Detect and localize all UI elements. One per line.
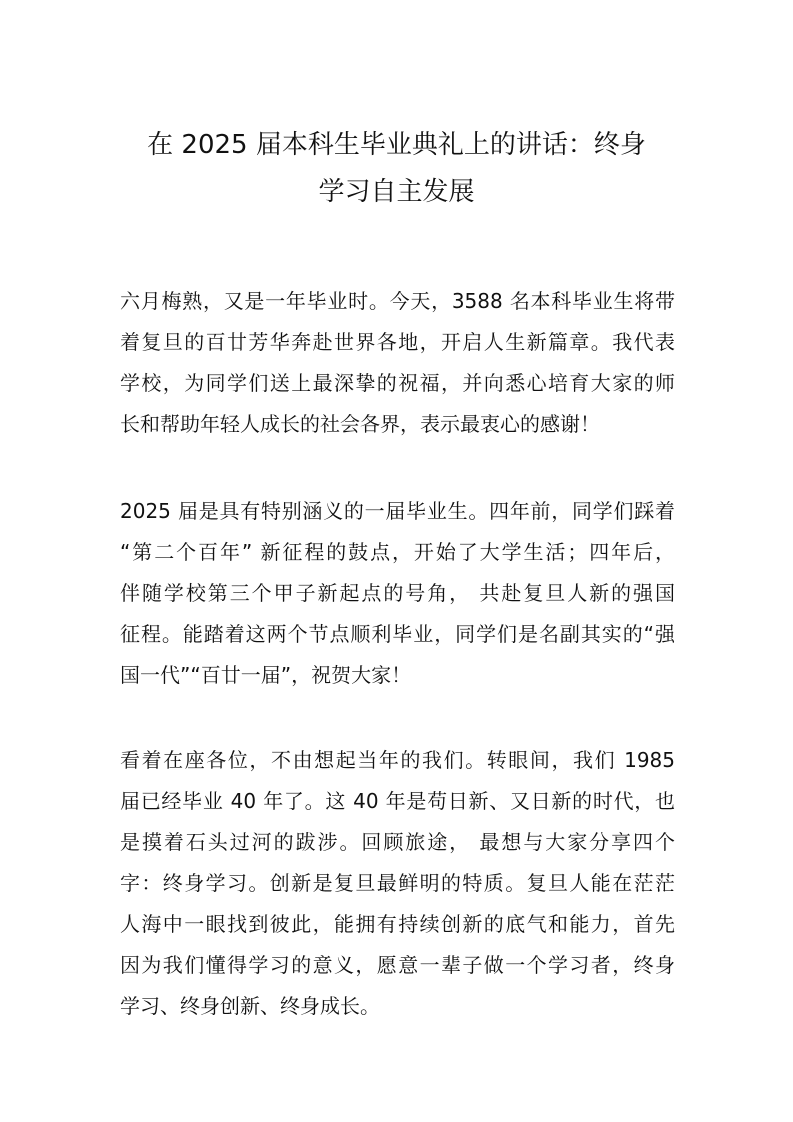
text-line: 国一代”“百廿一届”，祝贺大家！: [120, 663, 412, 687]
text-line: 伴随学校第三个甲子新起点的号角， 共赴复旦人新的强国: [120, 581, 675, 605]
text-line: 学习、终身创新、终身成长。: [120, 994, 380, 1018]
paragraph-1: [120, 281, 675, 445]
text-line: 届已经毕业 40 年了。这 40 年是苟日新、又日新的时代，也: [120, 789, 675, 813]
text-line: 六月梅熟，又是一年毕业时。今天，3588 名本科毕业生将带: [120, 289, 675, 313]
paragraph-3: [120, 740, 675, 1027]
text-line: 看着在座各位，不由想起当年的我们。转眼间，我们 1985: [120, 748, 675, 772]
text-line: “第二个百年” 新征程的鼓点，开始了大学生活；四年后，: [120, 540, 675, 564]
text-line: 是摸着石头过河的跋涉。回顾旅途， 最想与大家分享四个: [120, 830, 675, 854]
text-line: 人海中一眼找到彼此，能拥有持续创新的底气和能力，首先: [120, 912, 675, 936]
document-title-line-2: 学习自主发展: [318, 177, 475, 207]
text-line: 学校，为同学们送上最深挚的祝福，并向悉心培育大家的师: [120, 371, 675, 395]
text-line: 着复旦的百廿芳华奔赴世界各地，开启人生新篇章。我代表: [120, 330, 675, 354]
document-title-line-1: 在 2025 届本科生毕业典礼上的讲话：终身: [147, 130, 646, 160]
text-line: 因为我们懂得学习的意义，愿意一辈子做一个学习者，终身: [120, 953, 675, 977]
text-line: 征程。能踏着这两个节点顺利毕业，同学们是名副其实的“强: [120, 622, 675, 646]
text-line: 长和帮助年轻人成长的社会各界，表示最衷心的感谢！: [120, 412, 600, 436]
paragraph-2: [120, 491, 675, 696]
text-line: 字：终身学习。创新是复旦最鲜明的特质。复旦人能在茫茫: [120, 871, 675, 895]
text-line: 2025 届是具有特别涵义的一届毕业生。四年前，同学们踩着: [120, 499, 675, 523]
